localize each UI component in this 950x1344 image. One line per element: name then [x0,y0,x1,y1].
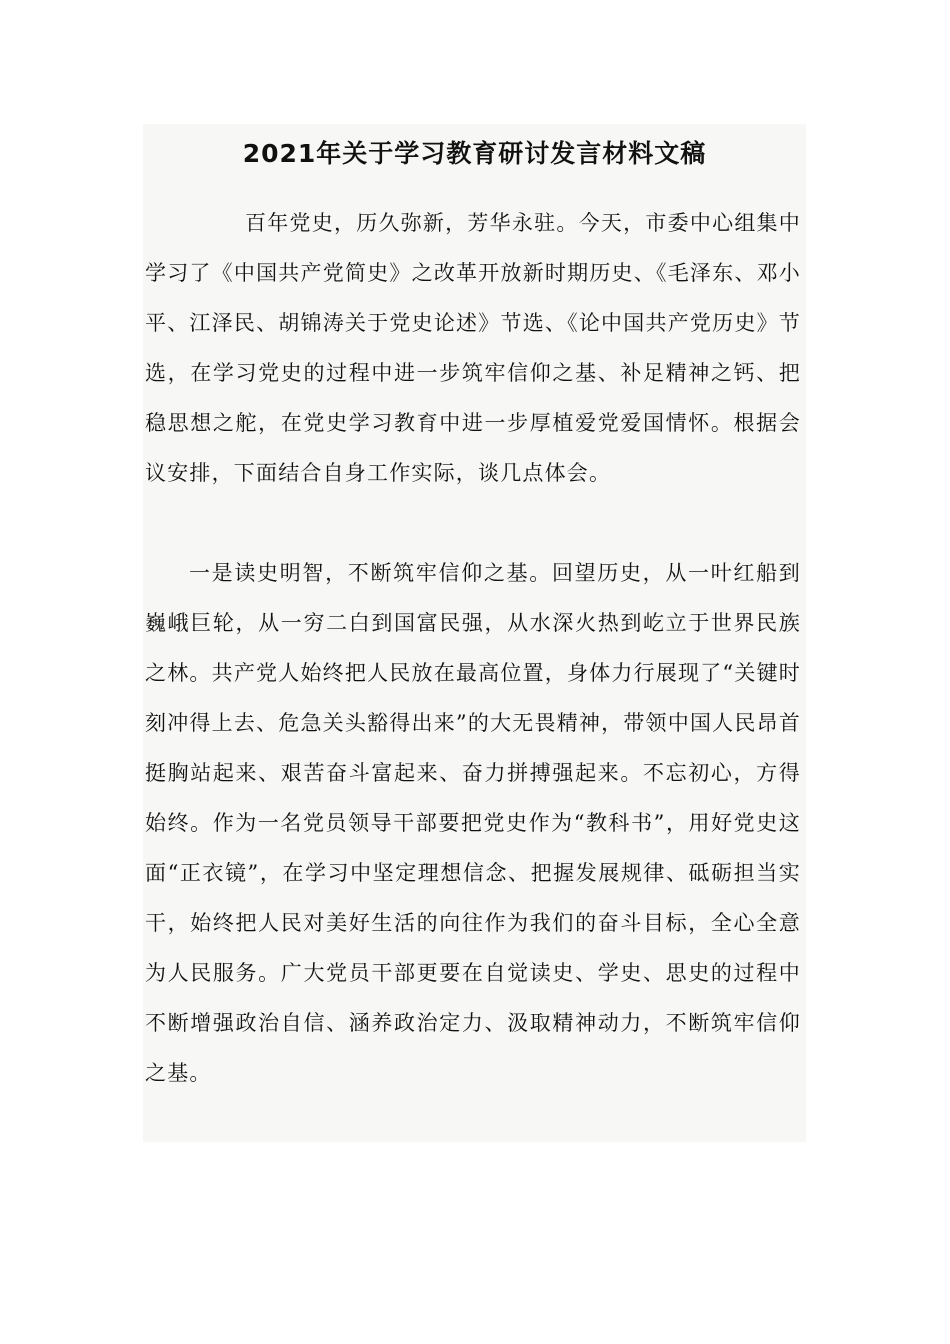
paragraph-intro: 百年党史，历久弥新，芳华永驻。今天，市委中心组集中学习了《中国共产党简史》之改革开放新时期历史、《毛泽东、邓小平、江泽民、胡锦涛关于党史论述》节选、《论中国共产党历史》节选，在学习党史的过程中进一步筑牢信仰之基、补足精神之钙、把稳思想之舵，在党史学习教育中进一步厚植爱党爱国情怀。根据会议安排，下面结合自身工作实际，谈几点体会。 [145,211,801,485]
document-title: 2021年关于学习教育研讨发言材料文稿 [242,139,707,168]
document-content-block [143,124,806,1142]
paragraph-point-one: 一是读史明智，不断筑牢信仰之基。回望历史，从一叶红船到巍峨巨轮，从一穷二白到国富民强，从水深火热到屹立于世界民族之林。共产党人始终把人民放在最高位置，身体力行展现了“关键时刻冲得上去、危急关头豁得出来”的大无畏精神，带领中国人民昂首挺胸站起来、艰苦奋斗富起来、奋力拼搏强起来。不忘初心，方得始终。作为一名党员领导干部要把党史作为“教科书”，用好党史这面“正衣镜”，在学习中坚定理想信念、把握发展规律、砥砺担当实干，始终把人民对美好生活的向往作为我们的奋斗目标，全心全意为人民服务。广大党员干部更要在自觉读史、学史、思史的过程中不断增强政治自信、涵养政治定力、汲取精神动力，不断筑牢信仰之基。 [145,561,801,1085]
